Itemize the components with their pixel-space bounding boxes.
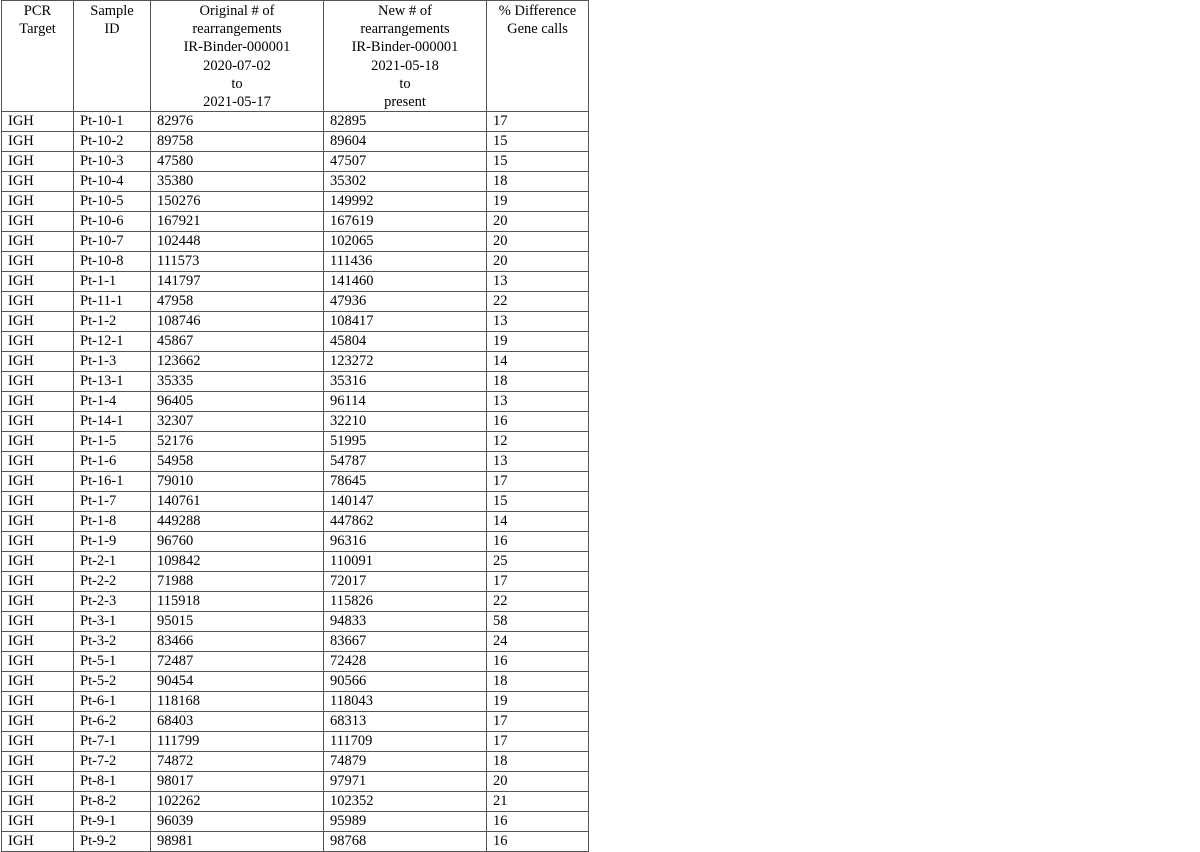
table-row [2,672,589,692]
pcr-target-cell: IGH [2,392,74,412]
original-count-cell: 123662 [151,352,324,372]
original-count-cell: 108746 [151,312,324,332]
percent-difference-cell: 15 [487,492,589,512]
new-count-cell: 111436 [324,252,487,272]
percent-difference-cell: 13 [487,312,589,332]
header-line: 2020-07-02 [203,57,271,74]
new-count-cell: 95989 [324,812,487,832]
table-row [2,332,589,352]
percent-difference-cell: 18 [487,172,589,192]
header-line: ID [104,21,120,38]
original-count-cell: 47958 [151,292,324,312]
percent-difference-cell: 16 [487,652,589,672]
table-row [2,372,589,392]
sample-id-cell: Pt-6-2 [74,712,151,732]
table-row [2,812,589,832]
new-count-cell: 35302 [324,172,487,192]
table-row [2,632,589,652]
sample-id-cell: Pt-6-1 [74,692,151,712]
pcr-target-cell: IGH [2,292,74,312]
sample-id-cell: Pt-16-1 [74,472,151,492]
table-row [2,552,589,572]
pcr-target-cell: IGH [2,752,74,772]
sample-id-cell: Pt-1-4 [74,392,151,412]
pcr-target-cell: IGH [2,512,74,532]
table-row [2,492,589,512]
original-count-cell: 98017 [151,772,324,792]
header-line: % Difference [498,3,577,19]
sample-id-cell: Pt-14-1 [74,412,151,432]
original-count-cell: 96405 [151,392,324,412]
percent-difference-cell: 19 [487,192,589,212]
table-row [2,832,589,852]
table-row [2,152,589,172]
original-count-cell: 52176 [151,432,324,452]
original-count-cell: 32307 [151,412,324,432]
pcr-target-cell: IGH [2,532,74,552]
sample-id-cell: Pt-10-8 [74,252,151,272]
new-count-cell: 72428 [324,652,487,672]
original-count-cell: 35380 [151,172,324,192]
pcr-target-cell: IGH [2,332,74,352]
percent-difference-cell: 25 [487,552,589,572]
percent-difference-cell: 20 [487,212,589,232]
pcr-target-cell: IGH [2,692,74,712]
new-count-cell: 32210 [324,412,487,432]
original-count-cell: 111799 [151,732,324,752]
header-line: to [231,75,243,92]
pcr-target-cell: IGH [2,472,74,492]
new-count-cell: 96114 [324,392,487,412]
pcr-target-cell: IGH [2,112,74,132]
sample-id-cell: Pt-12-1 [74,332,151,352]
table-row [2,212,589,232]
sample-id-cell: Pt-1-5 [74,432,151,452]
percent-difference-cell: 16 [487,832,589,852]
pcr-target-cell: IGH [2,832,74,852]
table-row [2,572,589,592]
new-count-cell: 45804 [324,332,487,352]
original-count-cell: 140761 [151,492,324,512]
percent-difference-cell: 15 [487,152,589,172]
percent-difference-cell: 22 [487,292,589,312]
sample-id-cell: Pt-5-2 [74,672,151,692]
table-row [2,112,589,132]
new-count-cell: 118043 [324,692,487,712]
original-count-cell: 102262 [151,792,324,812]
sample-id-cell: Pt-2-2 [74,572,151,592]
pcr-target-cell: IGH [2,632,74,652]
pcr-target-cell: IGH [2,672,74,692]
original-count-cell: 74872 [151,752,324,772]
original-count-cell: 79010 [151,472,324,492]
percent-difference-cell: 18 [487,752,589,772]
header-line: rearrangements [360,21,450,38]
pcr-target-cell: IGH [2,772,74,792]
header-line: Original # of [199,3,275,19]
header-line: rearrangements [192,21,282,38]
sample-id-cell: Pt-3-2 [74,632,151,652]
pcr-target-cell: IGH [2,812,74,832]
table-row [2,592,589,612]
percent-difference-cell: 17 [487,472,589,492]
pcr-target-cell: IGH [2,712,74,732]
percent-difference-cell: 20 [487,252,589,272]
original-count-cell: 95015 [151,612,324,632]
original-count-cell: 72487 [151,652,324,672]
table-row [2,712,589,732]
table-row [2,312,589,332]
new-count-cell: 141460 [324,272,487,292]
table-row [2,132,589,152]
original-count-cell: 167921 [151,212,324,232]
sample-id-cell: Pt-9-2 [74,832,151,852]
original-count-cell: 109842 [151,552,324,572]
original-count-cell: 449288 [151,512,324,532]
percent-difference-cell: 20 [487,232,589,252]
header-line: 2021-05-17 [203,94,271,111]
original-count-cell: 115918 [151,592,324,612]
header-line: to [399,75,411,92]
header-line: present [384,94,426,111]
pcr-target-cell: IGH [2,792,74,812]
original-count-cell: 54958 [151,452,324,472]
original-count-cell: 83466 [151,632,324,652]
new-count-cell: 68313 [324,712,487,732]
sample-id-cell: Pt-8-2 [74,792,151,812]
table-row [2,172,589,192]
header-row [2,1,589,112]
sample-id-cell: Pt-10-4 [74,172,151,192]
new-count-header [324,1,487,112]
sample-id-header [74,1,151,112]
sample-id-cell: Pt-10-2 [74,132,151,152]
original-count-cell: 98981 [151,832,324,852]
sample-id-cell: Pt-7-2 [74,752,151,772]
percent-difference-cell: 16 [487,532,589,552]
new-count-cell: 94833 [324,612,487,632]
percent-difference-header [487,1,589,112]
new-count-cell: 447862 [324,512,487,532]
new-count-cell: 78645 [324,472,487,492]
sample-id-cell: Pt-5-1 [74,652,151,672]
original-count-cell: 71988 [151,572,324,592]
percent-difference-cell: 18 [487,372,589,392]
sample-id-cell: Pt-2-1 [74,552,151,572]
sample-id-cell: Pt-1-7 [74,492,151,512]
sample-id-cell: Pt-11-1 [74,292,151,312]
sample-id-cell: Pt-10-1 [74,112,151,132]
original-count-header [151,1,324,112]
table-body [2,112,589,852]
new-count-cell: 74879 [324,752,487,772]
new-count-cell: 115826 [324,592,487,612]
table-row [2,652,589,672]
percent-difference-cell: 17 [487,112,589,132]
percent-difference-cell: 15 [487,132,589,152]
pcr-target-cell: IGH [2,612,74,632]
percent-difference-cell: 17 [487,732,589,752]
sample-id-cell: Pt-1-6 [74,452,151,472]
pcr-target-cell: IGH [2,452,74,472]
original-count-cell: 150276 [151,192,324,212]
percent-difference-cell: 16 [487,412,589,432]
table-row [2,252,589,272]
table-row [2,612,589,632]
new-count-cell: 89604 [324,132,487,152]
pcr-target-header [2,1,74,112]
new-count-cell: 51995 [324,432,487,452]
new-count-cell: 97971 [324,772,487,792]
sample-id-cell: Pt-1-9 [74,532,151,552]
original-count-cell: 96760 [151,532,324,552]
table-row [2,272,589,292]
original-count-cell: 102448 [151,232,324,252]
original-count-cell: 90454 [151,672,324,692]
pcr-target-cell: IGH [2,592,74,612]
table-row [2,512,589,532]
table-row [2,292,589,312]
sample-id-cell: Pt-7-1 [74,732,151,752]
new-count-cell: 140147 [324,492,487,512]
new-count-cell: 110091 [324,552,487,572]
original-count-cell: 68403 [151,712,324,732]
table-row [2,532,589,552]
percent-difference-cell: 13 [487,392,589,412]
header-line: 2021-05-18 [371,57,439,74]
percent-difference-cell: 16 [487,812,589,832]
percent-difference-cell: 18 [487,672,589,692]
sample-id-cell: Pt-1-1 [74,272,151,292]
original-count-cell: 96039 [151,812,324,832]
pcr-target-cell: IGH [2,352,74,372]
new-count-cell: 102352 [324,792,487,812]
new-count-cell: 102065 [324,232,487,252]
pcr-target-cell: IGH [2,272,74,292]
pcr-target-cell: IGH [2,152,74,172]
pcr-target-cell: IGH [2,732,74,752]
original-count-cell: 141797 [151,272,324,292]
new-count-cell: 72017 [324,572,487,592]
sample-id-cell: Pt-10-7 [74,232,151,252]
table-row [2,232,589,252]
new-count-cell: 47507 [324,152,487,172]
original-count-cell: 118168 [151,692,324,712]
header-line: Gene calls [507,21,568,38]
sample-id-cell: Pt-2-3 [74,592,151,612]
new-count-cell: 54787 [324,452,487,472]
percent-difference-cell: 13 [487,272,589,292]
table-row [2,392,589,412]
pcr-target-cell: IGH [2,372,74,392]
new-count-cell: 98768 [324,832,487,852]
pcr-target-cell: IGH [2,172,74,192]
new-count-cell: 149992 [324,192,487,212]
table-header [2,1,589,112]
original-count-cell: 111573 [151,252,324,272]
percent-difference-cell: 58 [487,612,589,632]
sample-id-cell: Pt-10-6 [74,212,151,232]
header-line: New # of [378,3,432,19]
percent-difference-cell: 22 [487,592,589,612]
percent-difference-cell: 19 [487,692,589,712]
table-row [2,412,589,432]
pcr-target-cell: IGH [2,412,74,432]
new-count-cell: 108417 [324,312,487,332]
new-count-cell: 47936 [324,292,487,312]
pcr-target-cell: IGH [2,572,74,592]
percent-difference-cell: 19 [487,332,589,352]
sample-id-cell: Pt-8-1 [74,772,151,792]
new-count-cell: 167619 [324,212,487,232]
percent-difference-cell: 24 [487,632,589,652]
original-count-cell: 45867 [151,332,324,352]
pcr-target-cell: IGH [2,132,74,152]
table-row [2,772,589,792]
sample-id-cell: Pt-1-3 [74,352,151,372]
percent-difference-cell: 13 [487,452,589,472]
percent-difference-cell: 14 [487,352,589,372]
pcr-target-cell: IGH [2,552,74,572]
table-row [2,792,589,812]
header-line: PCR [23,3,52,19]
percent-difference-cell: 17 [487,712,589,732]
table-row [2,752,589,772]
table-row [2,432,589,452]
new-count-cell: 83667 [324,632,487,652]
sample-id-cell: Pt-1-8 [74,512,151,532]
pcr-target-cell: IGH [2,652,74,672]
new-count-cell: 96316 [324,532,487,552]
percent-difference-cell: 20 [487,772,589,792]
sample-id-cell: Pt-3-1 [74,612,151,632]
original-count-cell: 89758 [151,132,324,152]
percent-difference-cell: 21 [487,792,589,812]
original-count-cell: 35335 [151,372,324,392]
sample-id-cell: Pt-13-1 [74,372,151,392]
percent-difference-cell: 17 [487,572,589,592]
percent-difference-cell: 14 [487,512,589,532]
pcr-target-cell: IGH [2,312,74,332]
pcr-target-cell: IGH [2,212,74,232]
table-row [2,352,589,372]
table-row [2,472,589,492]
pcr-target-cell: IGH [2,192,74,212]
sample-id-cell: Pt-1-2 [74,312,151,332]
pcr-target-cell: IGH [2,492,74,512]
header-line: Sample [90,3,134,19]
table-row [2,452,589,472]
original-count-cell: 82976 [151,112,324,132]
pcr-target-cell: IGH [2,432,74,452]
header-line: Target [19,21,56,38]
pcr-target-cell: IGH [2,232,74,252]
sample-id-cell: Pt-10-3 [74,152,151,172]
table-row [2,692,589,712]
sample-id-cell: Pt-9-1 [74,812,151,832]
new-count-cell: 123272 [324,352,487,372]
header-line: IR-Binder-000001 [351,39,459,56]
pcr-target-cell: IGH [2,252,74,272]
new-count-cell: 90566 [324,672,487,692]
new-count-cell: 82895 [324,112,487,132]
rearrangements-table [1,0,589,852]
original-count-cell: 47580 [151,152,324,172]
sample-id-cell: Pt-10-5 [74,192,151,212]
table-row [2,192,589,212]
table-row [2,732,589,752]
new-count-cell: 35316 [324,372,487,392]
new-count-cell: 111709 [324,732,487,752]
percent-difference-cell: 12 [487,432,589,452]
header-line: IR-Binder-000001 [183,39,291,56]
